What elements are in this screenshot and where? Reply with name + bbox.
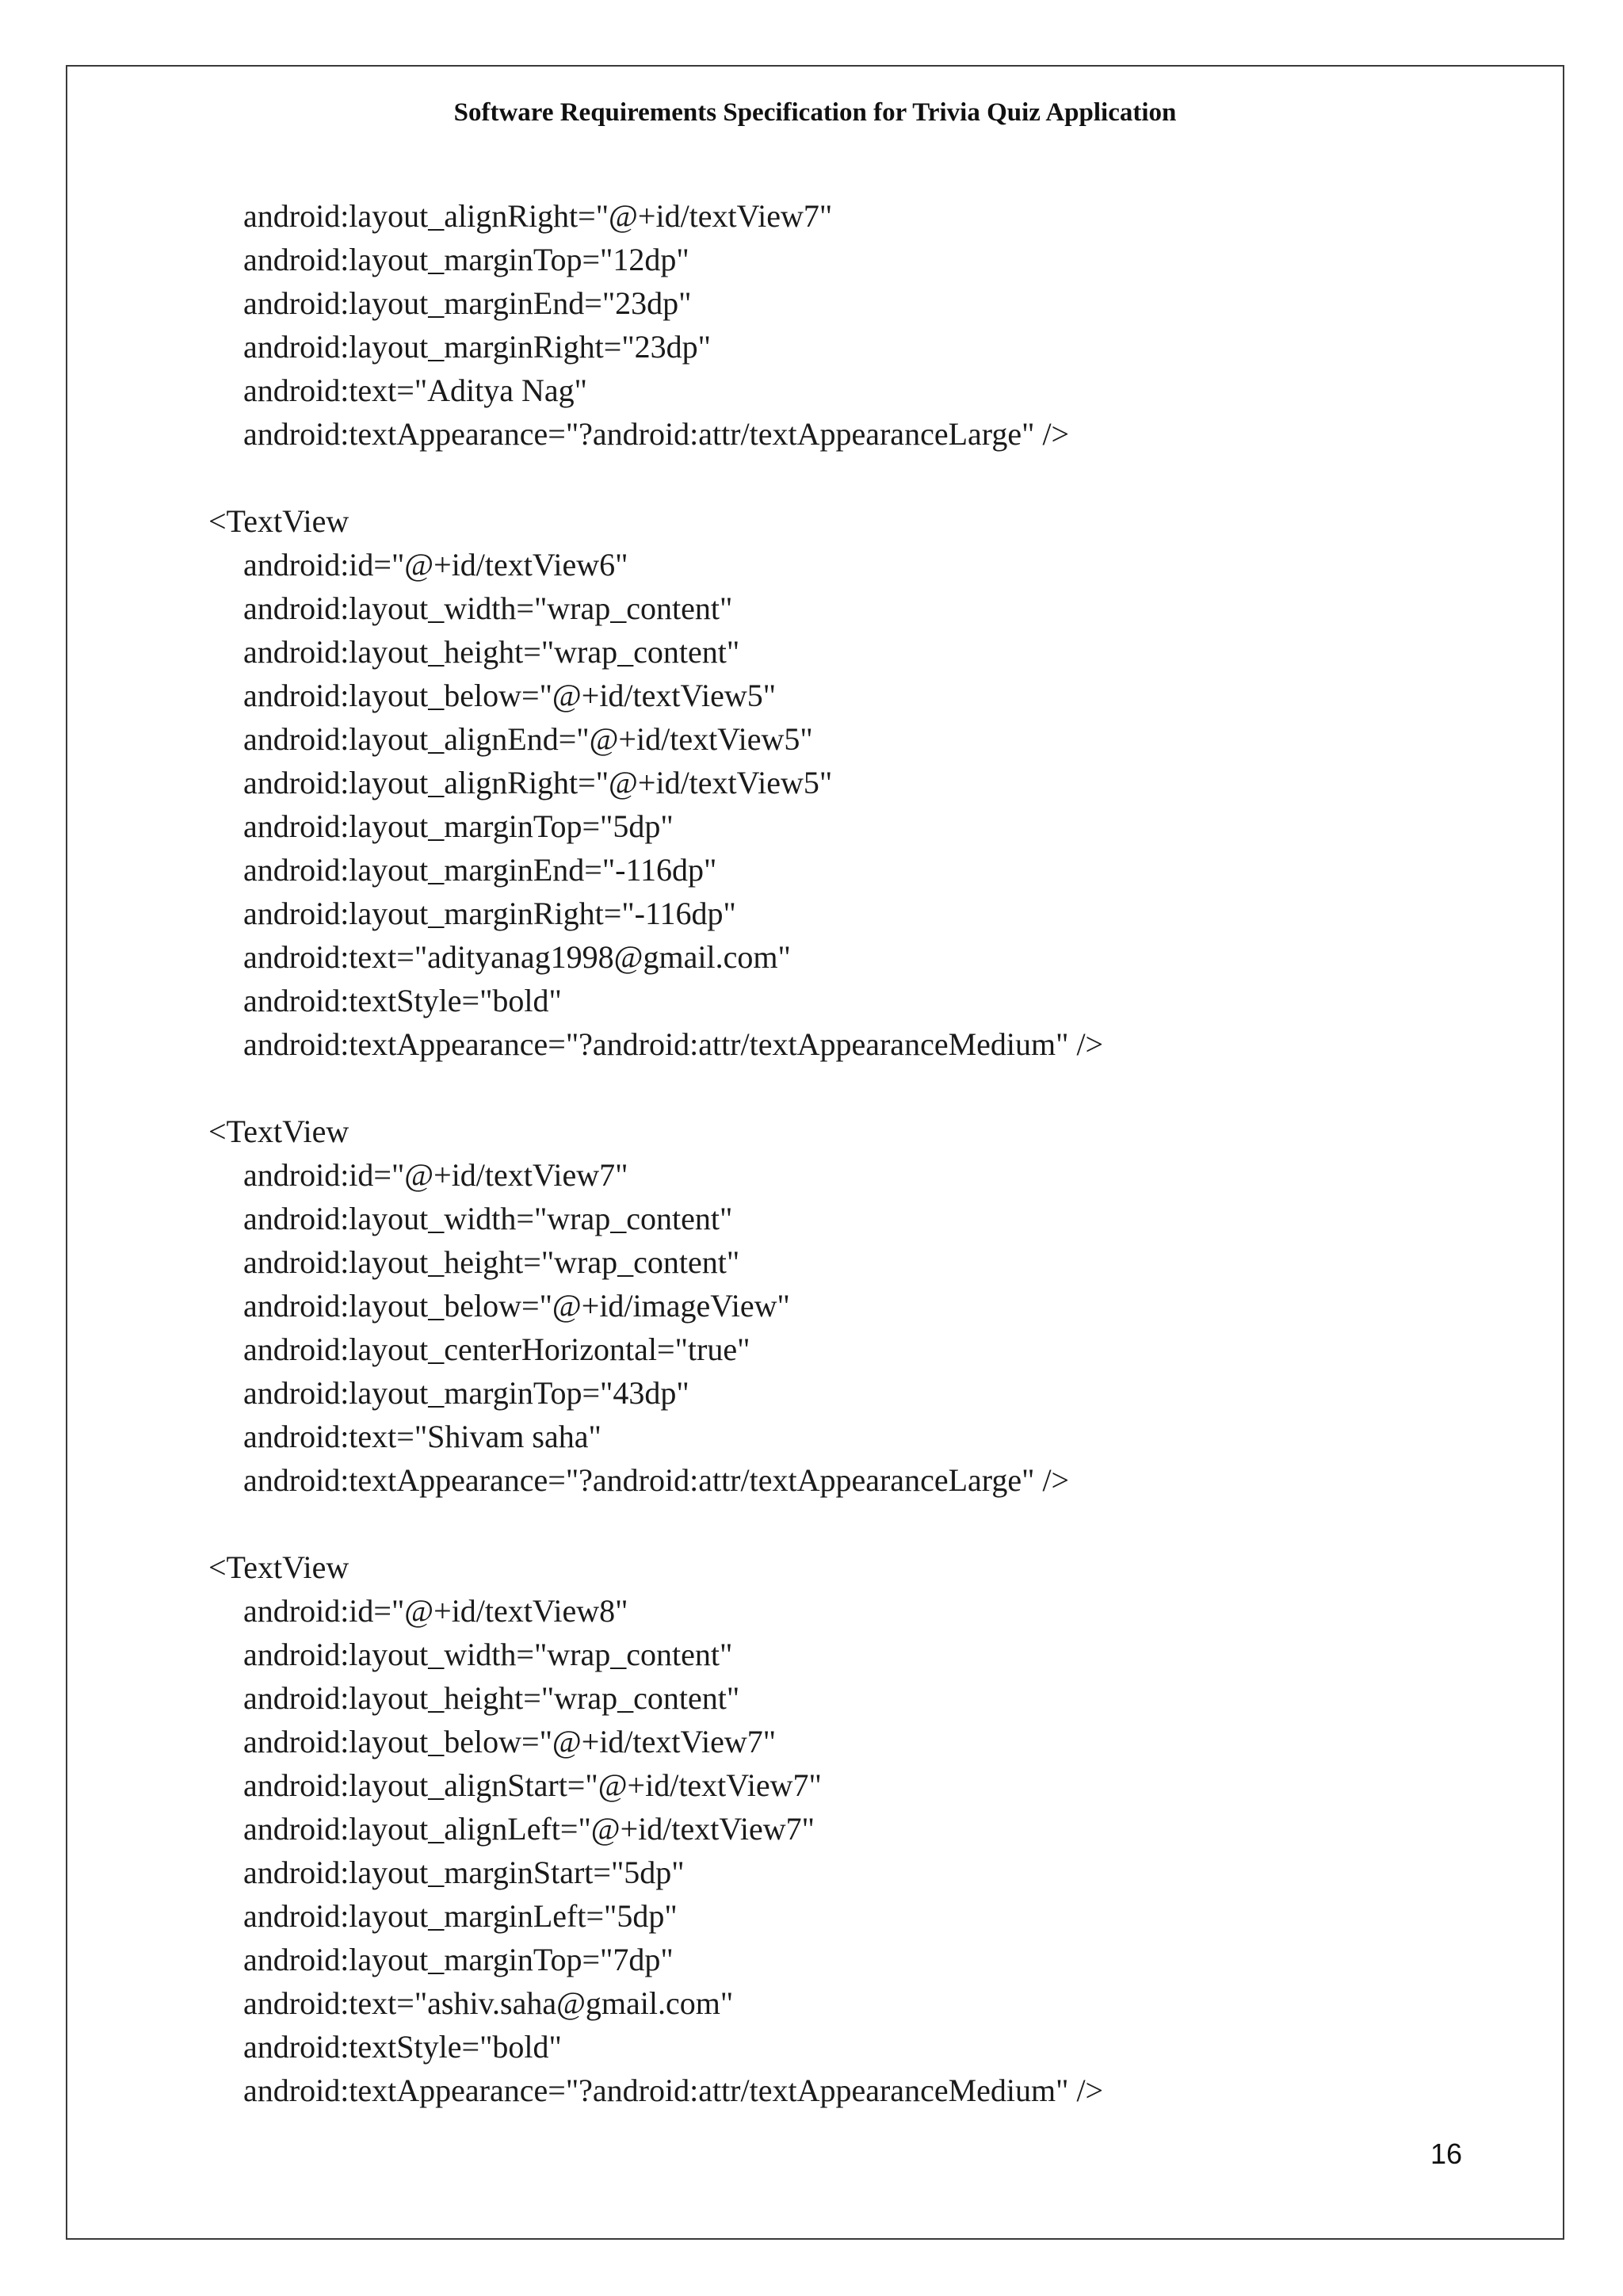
code-attribute-line: android:id="@+id/textView8" <box>243 1593 628 1629</box>
code-attribute-line: android:layout_alignRight="@+id/textView7" <box>243 198 833 234</box>
code-attribute-line: android:textAppearance="?android:attr/textAppearanceMedium" /> <box>243 1026 1104 1062</box>
code-attribute-line: android:text="ashiv.saha@gmail.com" <box>243 1985 734 2021</box>
code-tag-line: <TextView <box>208 1114 349 1149</box>
code-attribute-line: android:id="@+id/textView6" <box>243 547 628 583</box>
code-attribute-line: android:layout_height="wrap_content" <box>243 634 740 670</box>
code-attribute-line: android:layout_height="wrap_content" <box>243 1680 740 1716</box>
code-tag-line: <TextView <box>208 1549 349 1585</box>
code-attribute-line: android:layout_marginTop="7dp" <box>243 1942 674 1977</box>
code-attribute-line: android:layout_marginRight="23dp" <box>243 329 711 365</box>
code-attribute-line: android:layout_marginTop="43dp" <box>243 1375 689 1411</box>
code-attribute-line: android:layout_marginTop="12dp" <box>243 242 689 277</box>
code-attribute-line: android:text="adityanag1998@gmail.com" <box>243 939 791 975</box>
code-attribute-line: android:textAppearance="?android:attr/textAppearanceLarge" /> <box>243 1462 1070 1498</box>
code-attribute-line: android:textStyle="bold" <box>243 983 562 1018</box>
code-attribute-line: android:layout_marginTop="5dp" <box>243 808 674 844</box>
code-attribute-line: android:textAppearance="?android:attr/textAppearanceLarge" /> <box>243 416 1070 452</box>
code-listing <box>208 194 1516 2112</box>
code-attribute-line: android:text="Aditya Nag" <box>243 372 588 408</box>
code-attribute-line: android:layout_alignEnd="@+id/textView5" <box>243 721 813 757</box>
code-attribute-line: android:layout_alignRight="@+id/textView5" <box>243 765 833 800</box>
page-header-title: Software Requirements Specification for Trivia Quiz Application <box>453 98 1177 127</box>
code-attribute-line: android:text="Shivam saha" <box>243 1419 601 1454</box>
code-attribute-line: android:layout_marginEnd="23dp" <box>243 285 692 321</box>
code-attribute-line: android:layout_alignLeft="@+id/textView7" <box>243 1811 815 1847</box>
code-attribute-line: android:textStyle="bold" <box>243 2029 562 2065</box>
code-attribute-line: android:layout_marginEnd="-116dp" <box>243 852 717 888</box>
code-attribute-line: android:layout_marginStart="5dp" <box>243 1855 685 1890</box>
code-attribute-line: android:layout_width="wrap_content" <box>243 1201 733 1236</box>
code-attribute-line: android:layout_centerHorizontal="true" <box>243 1331 750 1367</box>
code-attribute-line: android:id="@+id/textView7" <box>243 1157 628 1193</box>
code-attribute-line: android:layout_below="@+id/textView7" <box>243 1724 777 1759</box>
code-attribute-line: android:textAppearance="?android:attr/textAppearanceMedium" /> <box>243 2073 1104 2108</box>
page-number: 16 <box>1430 2137 1462 2170</box>
code-attribute-line: android:layout_width="wrap_content" <box>243 590 733 626</box>
blank-line <box>208 1502 1516 1545</box>
blank-line <box>208 1066 1516 1110</box>
code-attribute-line: android:layout_marginLeft="5dp" <box>243 1898 678 1934</box>
code-attribute-line: android:layout_below="@+id/imageView" <box>243 1288 790 1324</box>
blank-line <box>208 456 1516 499</box>
code-attribute-line: android:layout_height="wrap_content" <box>243 1244 740 1280</box>
code-attribute-line: android:layout_marginRight="-116dp" <box>243 896 736 931</box>
code-attribute-line: android:layout_alignStart="@+id/textView7" <box>243 1767 822 1803</box>
code-attribute-line: android:layout_width="wrap_content" <box>243 1637 733 1672</box>
code-tag-line: <TextView <box>208 503 349 539</box>
code-attribute-line: android:layout_below="@+id/textView5" <box>243 678 777 713</box>
